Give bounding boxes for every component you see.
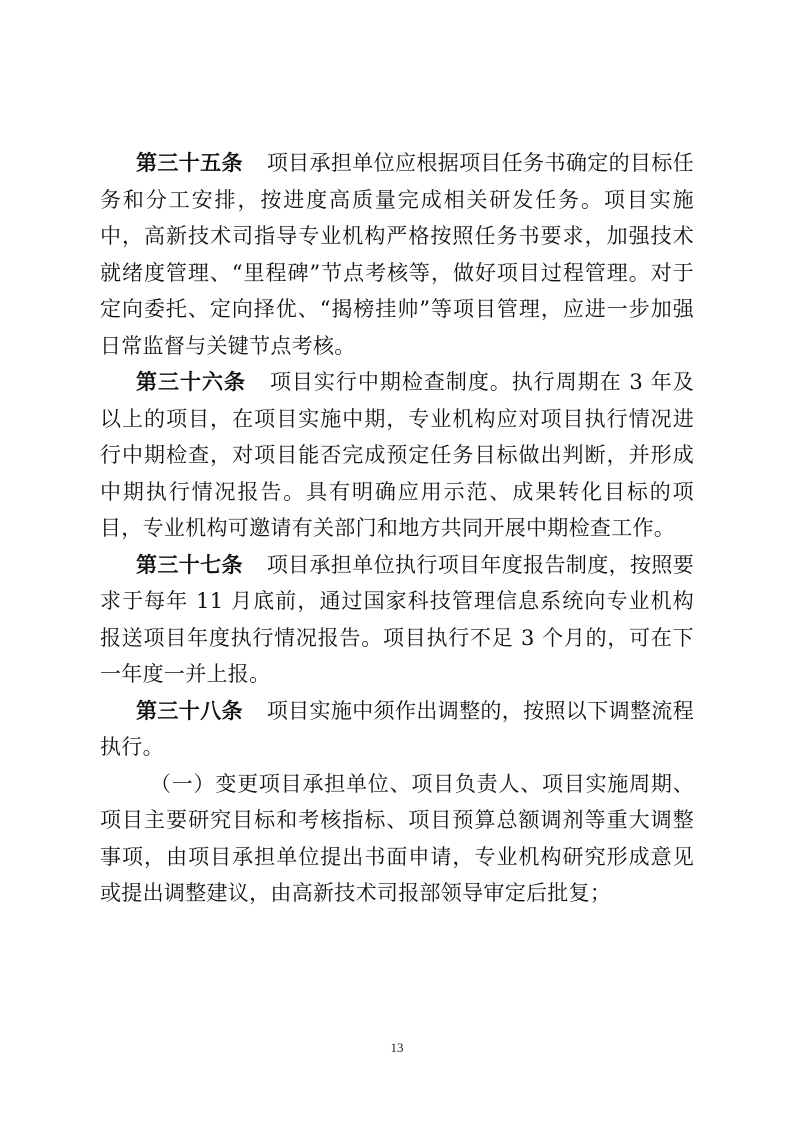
article-38 [100, 693, 694, 766]
article-37-text: 项目承担单位执行项目年度报告制度，按照要求于每年 11 月底前，通过国家科技管理信息系统向专业机构报送项目年度执行情况报告。项目执行不足 3 个月的，可在下一年度一并上报。 [100, 552, 694, 686]
article-38-number: 第三十八条 [136, 698, 243, 723]
article-38-text: 项目实施中须作出调整的，按照以下调整流程执行。 [100, 698, 694, 759]
page-number: 13 [390, 1040, 404, 1055]
article-37 [100, 547, 694, 693]
article-37-number: 第三十七条 [136, 552, 243, 577]
article-36 [100, 364, 694, 547]
page-body [100, 145, 694, 912]
article-36-text: 项目实行中期检查制度。执行周期在 3 年及以上的项目，在项目实施中期，专业机构应对项目执行情况进行中期检查，对项目能否完成预定任务目标做出判断，并形成中期执行情况报告。具有明确应用示范、成果转化目标的项目，专业机构可邀请有关部门和地方共同开展中期检查工作。 [100, 370, 694, 540]
article-38-clause-1: （一）变更项目承担单位、项目负责人、项目实施周期、项目主要研究目标和考核指标、项目预算总额调剂等重大调整事项，由项目承担单位提出书面申请，专业机构研究形成意见或提出调整建议，由高新技术司报部领导审定后批复； [100, 771, 694, 905]
article-35-text: 项目承担单位应根据项目任务书确定的目标任务和分工安排，按进度高质量完成相关研发任务。项目实施中，高新技术司指导专业机构严格按照任务书要求，加强技术就绪度管理、“里程碑”节点考核等，做好项目过程管理。对于定向委托、定向择优、“揭榜挂帅”等项目管理，应进一步加强日常监督与关键节点考核。 [100, 151, 694, 358]
article-35 [100, 145, 694, 364]
article-35-number: 第三十五条 [136, 151, 243, 175]
article-36-number: 第三十六条 [136, 370, 246, 394]
